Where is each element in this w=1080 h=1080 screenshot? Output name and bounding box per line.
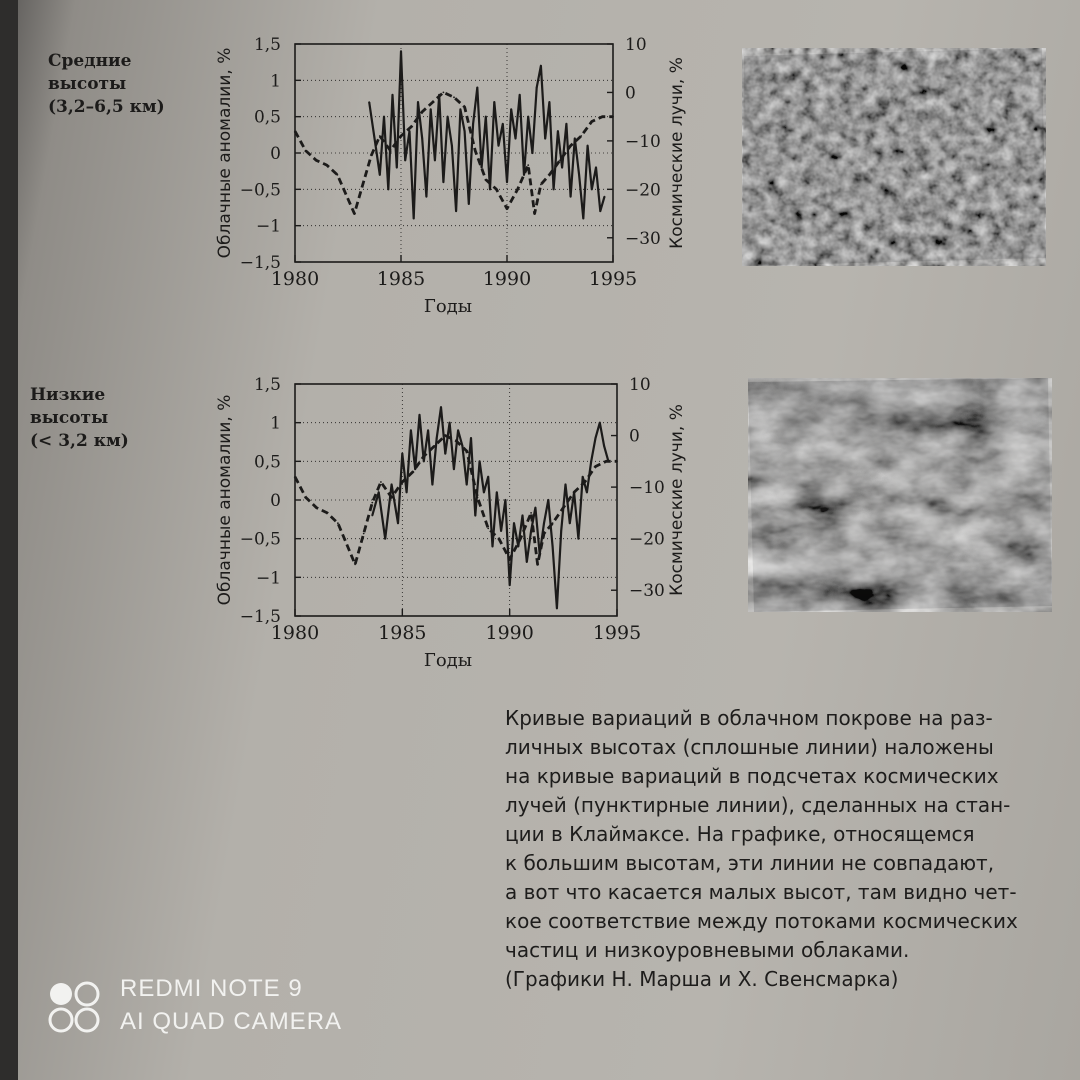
cloud-anomaly-point (457, 430, 459, 432)
cloud-anomaly-point (368, 101, 370, 103)
cloud-anomaly-point (410, 430, 412, 432)
y2-tick-label: −10 (625, 131, 661, 152)
cloud-anomaly-point (522, 515, 524, 517)
cloud-anomaly-point (455, 210, 457, 212)
label-line: высоты (48, 74, 127, 94)
cosmic-ray-point (326, 512, 328, 514)
cloud-anomaly-point (505, 499, 507, 501)
cloud-anomaly-point (561, 167, 563, 169)
cosmic-ray-point (294, 476, 296, 478)
x-tick-label: 1980 (270, 268, 320, 290)
cloud-anomaly-point (432, 484, 434, 486)
cloud-anomaly-point (492, 546, 494, 548)
cosmic-ray-point (605, 460, 607, 462)
y-tick-label: 0 (270, 144, 281, 164)
y2-tick-label: 10 (629, 375, 651, 395)
cosmic-ray-point (464, 106, 466, 108)
cosmic-ray-point (423, 455, 425, 457)
cloud-anomaly-point (391, 484, 393, 486)
cloud-photo-mid-altitude (740, 48, 1046, 266)
cosmic-ray-point (612, 116, 614, 118)
cosmic-ray-point (370, 155, 372, 157)
cloud-anomaly-point (489, 188, 491, 190)
chart-mid-altitude (215, 35, 687, 317)
cosmic-ray-point (506, 208, 508, 210)
cloud-anomaly-point (532, 152, 534, 154)
cloud-anomaly-point (414, 468, 416, 470)
cloud-anomaly-point (397, 522, 399, 524)
y-tick-label: 0 (270, 491, 281, 511)
cosmic-ray-point (520, 538, 522, 540)
cloud-anomaly-point (519, 94, 521, 96)
y-tick-label: 1,5 (253, 375, 281, 395)
cloud-anomaly-point (599, 210, 601, 212)
cloud-anomaly-point (371, 515, 373, 517)
y-tick-label: −0,5 (239, 180, 281, 201)
caption-line: (Графики Н. Марша и Х. Свенсмарка) (505, 967, 899, 991)
watermark-device: REDMI NOTE 9 (120, 975, 303, 1002)
cloud-anomaly-point (379, 174, 381, 176)
x-tick-label: 1985 (378, 622, 427, 644)
cosmic-ray-point (400, 135, 402, 137)
caption-line: а вот что касается малых высот, там видно чет- (505, 880, 1017, 904)
y2-tick-label: 0 (629, 426, 640, 447)
cloud-anomaly-point (474, 515, 476, 517)
cosmic-ray-point (453, 96, 455, 98)
cloud-anomaly-point (443, 181, 445, 183)
caption-line: лучей (пунктирные линии), сделанных на стан- (505, 793, 1011, 817)
cosmic-ray-point (326, 164, 328, 166)
y-tick-label: −1,5 (239, 607, 281, 627)
cloud-anomaly-point (590, 460, 592, 462)
caption-line: Кривые вариаций в облачном покрове на раз- (505, 706, 993, 730)
cosmic-ray-point (584, 481, 586, 483)
cosmic-ray-point (534, 213, 536, 215)
cloud-anomaly-point (396, 167, 398, 169)
y2-axis-title: Космические лучи, % (667, 57, 687, 249)
y-axis-title: Облачные аномалии, % (215, 394, 235, 606)
cloud-anomaly-point (493, 101, 495, 103)
cloud-anomaly-point (560, 530, 562, 532)
cosmic-ray-point (559, 159, 561, 161)
cloud-anomaly-point (487, 476, 489, 478)
cosmic-ray-point (477, 497, 479, 499)
cloud-anomaly-point (476, 87, 478, 89)
cloud-anomaly-point (569, 522, 571, 524)
cosmic-ray-point (421, 111, 423, 113)
cloud-anomaly-point (582, 218, 584, 220)
cloud-anomaly-point (419, 414, 421, 416)
cosmic-ray-point (432, 101, 434, 103)
cloud-anomaly-point (430, 109, 432, 111)
cloud-anomaly-point (565, 484, 567, 486)
cloud-anomaly-point (406, 491, 408, 493)
label-line: (< 3,2 км) (30, 431, 129, 451)
y-tick-label: 1 (270, 71, 281, 92)
cosmic-ray-point (348, 548, 350, 550)
y-tick-label: 0,5 (253, 452, 281, 473)
cosmic-ray-point (443, 92, 445, 94)
cloud-anomaly-point (401, 453, 403, 455)
cloud-anomaly-point (595, 167, 597, 169)
y2-tick-label: −20 (629, 529, 665, 550)
cosmic-ray-point (316, 507, 318, 509)
cloud-anomaly-point (400, 50, 402, 52)
cloud-anomaly-point (536, 87, 538, 89)
cloud-anomaly-point (392, 94, 394, 96)
cloud-anomaly-point (434, 159, 436, 161)
cosmic-ray-point (570, 145, 572, 147)
cloud-anomaly-point (470, 437, 472, 439)
cosmic-ray-point (455, 440, 457, 442)
label-line: Средние (48, 51, 132, 71)
cloud-anomaly-point (426, 196, 428, 198)
cloud-anomaly-point (544, 138, 546, 140)
cloud-anomaly-series-line (369, 51, 604, 218)
cloud-anomaly-point (485, 116, 487, 118)
cosmic-ray-point (337, 522, 339, 524)
cloud-anomaly-point (574, 138, 576, 140)
cosmic-ray-point (498, 538, 500, 540)
cloud-anomaly-point (417, 101, 419, 103)
cloud-anomaly-point (472, 123, 474, 125)
y2-tick-label: −20 (625, 180, 661, 201)
cloud-anomaly-point (591, 188, 593, 190)
cloud-anomaly-point (587, 145, 589, 147)
cosmic-ray-point (466, 450, 468, 452)
y2-axis-title: Космические лучи, % (667, 404, 687, 596)
x-tick-label: 1985 (376, 268, 426, 290)
cloud-anomaly-point (599, 422, 601, 424)
x-axis-title: Годы (423, 650, 473, 671)
cloud-anomaly-point (378, 491, 380, 493)
y-tick-label: −1,5 (239, 253, 281, 273)
cloud-anomaly-point (556, 607, 558, 609)
y-tick-label: −1 (255, 216, 281, 237)
label-line: Низкие (30, 385, 106, 405)
x-axis-title: Годы (423, 296, 473, 317)
cosmic-ray-point (412, 471, 414, 473)
cloud-anomaly-point (413, 218, 415, 220)
cloud-anomaly-point (498, 145, 500, 147)
cloud-anomaly-point (451, 145, 453, 147)
cosmic-ray-point (580, 135, 582, 137)
cloud-anomaly-point (462, 445, 464, 447)
cloud-anomaly-series-line (372, 407, 608, 608)
cloud-anomaly-point (449, 422, 451, 424)
cosmic-ray-point (315, 159, 317, 161)
cloud-anomaly-point (481, 167, 483, 169)
cosmic-ray-point (354, 564, 356, 566)
cloud-anomaly-point (604, 196, 606, 198)
cosmic-ray-point (527, 164, 529, 166)
cloud-anomaly-point (586, 491, 588, 493)
cloud-anomaly-point (595, 437, 597, 439)
y2-tick-label: 10 (625, 35, 647, 55)
caption-line: частиц и низкоуровневыми облаками. (505, 938, 910, 962)
y-tick-label: −0,5 (239, 529, 281, 550)
cosmic-ray-point (549, 174, 551, 176)
cloud-anomaly-point (523, 174, 525, 176)
cloud-anomaly-point (483, 491, 485, 493)
x-tick-label: 1980 (270, 622, 320, 644)
camera-logo-icon (48, 978, 102, 1036)
cosmic-ray-point (540, 184, 542, 186)
cosmic-ray-point (354, 213, 356, 215)
caption-line: ции в Клаймаксе. На графике, относящемся (505, 822, 975, 846)
cosmic-ray-point (379, 135, 381, 137)
cloud-anomaly-point (479, 460, 481, 462)
cosmic-ray-point (487, 528, 489, 530)
chart-low-altitude (215, 375, 687, 671)
cloud-anomaly-point (423, 460, 425, 462)
cloud-anomaly-point (526, 561, 528, 563)
y2-tick-label: 0 (625, 83, 636, 104)
label-line: высоты (30, 408, 109, 428)
cosmic-ray-point (485, 179, 487, 181)
cloud-anomaly-point (582, 476, 584, 478)
cosmic-ray-point (347, 198, 349, 200)
y2-tick-label: −30 (629, 581, 665, 602)
cloud-anomaly-point (506, 181, 508, 183)
cloud-anomaly-point (468, 203, 470, 205)
cosmic-ray-point (444, 435, 446, 437)
cloud-anomaly-point (404, 159, 406, 161)
cosmic-ray-point (474, 150, 476, 152)
cosmic-ray-point (434, 445, 436, 447)
cloud-anomaly-point (553, 188, 555, 190)
y-tick-label: 1,5 (253, 35, 281, 55)
cloud-anomaly-point (447, 116, 449, 118)
cosmic-ray-point (371, 502, 373, 504)
x-tick-label: 1995 (592, 622, 642, 644)
cloud-anomaly-point (464, 130, 466, 132)
cosmic-ray-point (391, 497, 393, 499)
cosmic-ray-point (411, 126, 413, 128)
cosmic-ray-point (401, 481, 403, 483)
cloud-anomaly-point (509, 584, 511, 586)
cosmic-ray-point (496, 188, 498, 190)
cosmic-ray-point (616, 460, 618, 462)
cosmic-ray-point (380, 481, 382, 483)
cloud-anomaly-point (552, 546, 554, 548)
cloud-anomaly-point (566, 123, 568, 125)
x-tick-label: 1990 (485, 622, 534, 644)
cloud-anomaly-point (502, 123, 504, 125)
cloud-anomaly-point (543, 522, 545, 524)
cloud-anomaly-point (384, 538, 386, 540)
cloud-anomaly-point (387, 188, 389, 190)
cloud-anomaly-point (535, 507, 537, 509)
cosmic-ray-point (573, 491, 575, 493)
cloud-anomaly-point (570, 196, 572, 198)
cloud-anomaly-point (383, 116, 385, 118)
cloud-anomaly-point (496, 491, 498, 493)
x-tick-label: 1990 (482, 268, 532, 290)
cloud-anomaly-point (460, 109, 462, 111)
cloud-anomaly-point (444, 453, 446, 455)
caption-line: на кривые вариаций в подсчетах космических (505, 764, 999, 788)
cosmic-ray-point (562, 507, 564, 509)
cloud-photo-low-altitude (748, 378, 1052, 612)
cloud-anomaly-point (540, 65, 542, 67)
cosmic-ray-point (595, 466, 597, 468)
watermark-camera: AI QUAD CAMERA (120, 1008, 343, 1035)
cloud-anomaly-point (510, 109, 512, 111)
cosmic-ray-point (552, 522, 554, 524)
cloud-anomaly-point (500, 530, 502, 532)
figure-caption (505, 704, 1065, 994)
x-tick-label: 1995 (588, 268, 638, 290)
cosmic-ray-point (294, 130, 296, 132)
cloud-anomaly-point (547, 499, 549, 501)
cloud-anomaly-point (427, 430, 429, 432)
y2-tick-label: −10 (629, 478, 665, 499)
cosmic-ray-point (530, 512, 532, 514)
cloud-anomaly-point (436, 437, 438, 439)
cloud-anomaly-point (557, 130, 559, 132)
cloud-anomaly-point (578, 538, 580, 540)
cloud-anomaly-point (603, 445, 605, 447)
cloud-anomaly-point (513, 522, 515, 524)
cloud-anomaly-point (421, 138, 423, 140)
label-line: (3,2–6,5 км) (48, 97, 165, 117)
cloud-anomaly-point (453, 468, 455, 470)
y-axis-title: Облачные аномалии, % (215, 47, 235, 259)
y-tick-label: 0,5 (253, 107, 281, 128)
y-tick-label: 1 (270, 413, 281, 434)
cosmic-ray-point (305, 150, 307, 152)
caption-line: личных высотах (сплошные линии) наложены (505, 735, 994, 759)
cloud-anomaly-point (527, 116, 529, 118)
cosmic-ray-point (390, 150, 392, 152)
caption-line: кое соответствие между потоками космических (505, 909, 1018, 933)
caption-line: к большим высотам, эти линии не совпадают, (505, 851, 995, 875)
cosmic-ray-point (509, 558, 511, 560)
cosmic-ray-point (537, 564, 539, 566)
cosmic-ray-point (337, 174, 339, 176)
cosmic-ray-point (517, 188, 519, 190)
cloud-anomaly-point (549, 101, 551, 103)
cosmic-ray-point (543, 533, 545, 535)
cosmic-ray-point (363, 533, 365, 535)
cosmic-ray-point (305, 497, 307, 499)
cosmic-ray-point (591, 121, 593, 123)
cloud-anomaly-point (578, 174, 580, 176)
cloud-anomaly-point (515, 138, 517, 140)
cloud-anomaly-point (440, 406, 442, 408)
cloud-anomaly-point (530, 530, 532, 532)
cloud-anomaly-point (466, 484, 468, 486)
cosmic-ray-point (362, 184, 364, 186)
y2-tick-label: −30 (625, 228, 661, 249)
cosmic-ray-point (602, 116, 604, 118)
y-tick-label: −1 (255, 568, 281, 589)
